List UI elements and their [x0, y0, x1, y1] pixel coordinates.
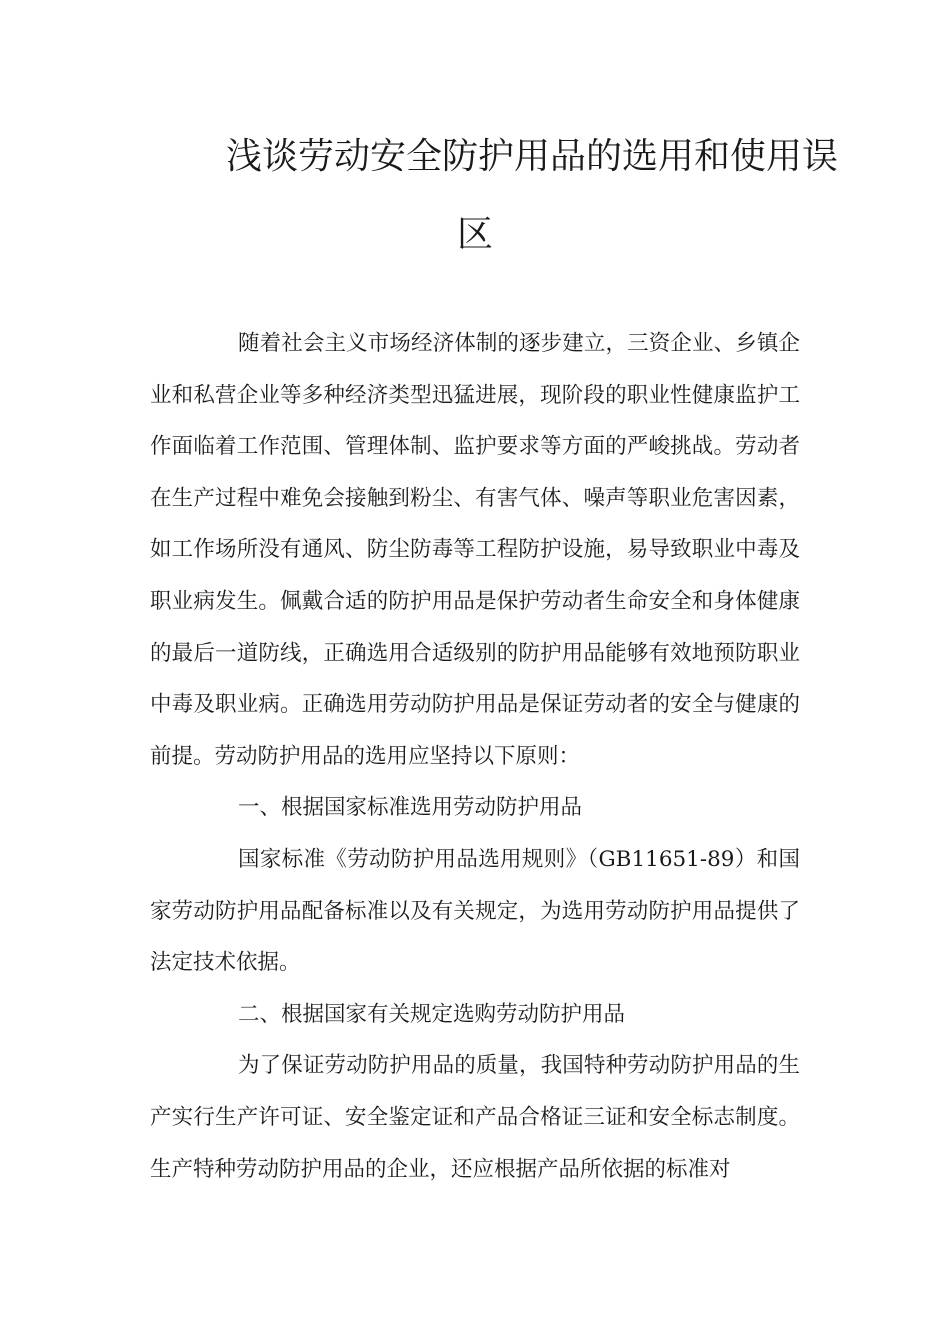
paragraph-intro: 随着社会主义市场经济体制的逐步建立，三资企业、乡镇企业和私营企业等多种经济类型迅猛进展，现阶段的职业性健康监护工作面临着工作范围、管理体制、监护要求等方面的严峻挑战。劳动者在生产过程中难免会接触到粉尘、有害气体、噪声等职业危害因素，如工作场所没有通风、防尘防毒等工程防护设施，易导致职业中毒及职业病发生。佩戴合适的防护用品是保护劳动者生命安全和身体健康的最后一道防线，正确选用合适级别的防护用品能够有效地预防职业中毒及职业病。正确选用劳动防护用品是保证劳动者的安全与健康的前提。劳动防护用品的选用应坚持以下原则：: [150, 331, 800, 769]
paragraph-section-1: 国家标准《劳动防护用品选用规则》（GB11651-89）和国家劳动防护用品配备标准以及有关规定，为选用劳动防护用品提供了法定技术依据。: [150, 846, 800, 976]
document-body: [150, 318, 800, 1195]
title-line-2: 区: [456, 214, 493, 255]
section-heading-2: 二、根据国家有关规定选购劳动防护用品: [238, 1001, 626, 1027]
paragraph-section-2: 为了保证劳动防护用品的质量，我国特种劳动防护用品的生产实行生产许可证、安全鉴定证和产品合格证三证和安全标志制度。生产特种劳动防护用品的企业，还应根据产品所依据的标准对: [150, 1053, 800, 1182]
document-title: [150, 118, 839, 274]
title-line-1: 浅谈劳动安全防护用品的选用和使用误: [226, 136, 839, 177]
section-heading-1: 一、根据国家标准选用劳动防护用品: [238, 795, 583, 821]
